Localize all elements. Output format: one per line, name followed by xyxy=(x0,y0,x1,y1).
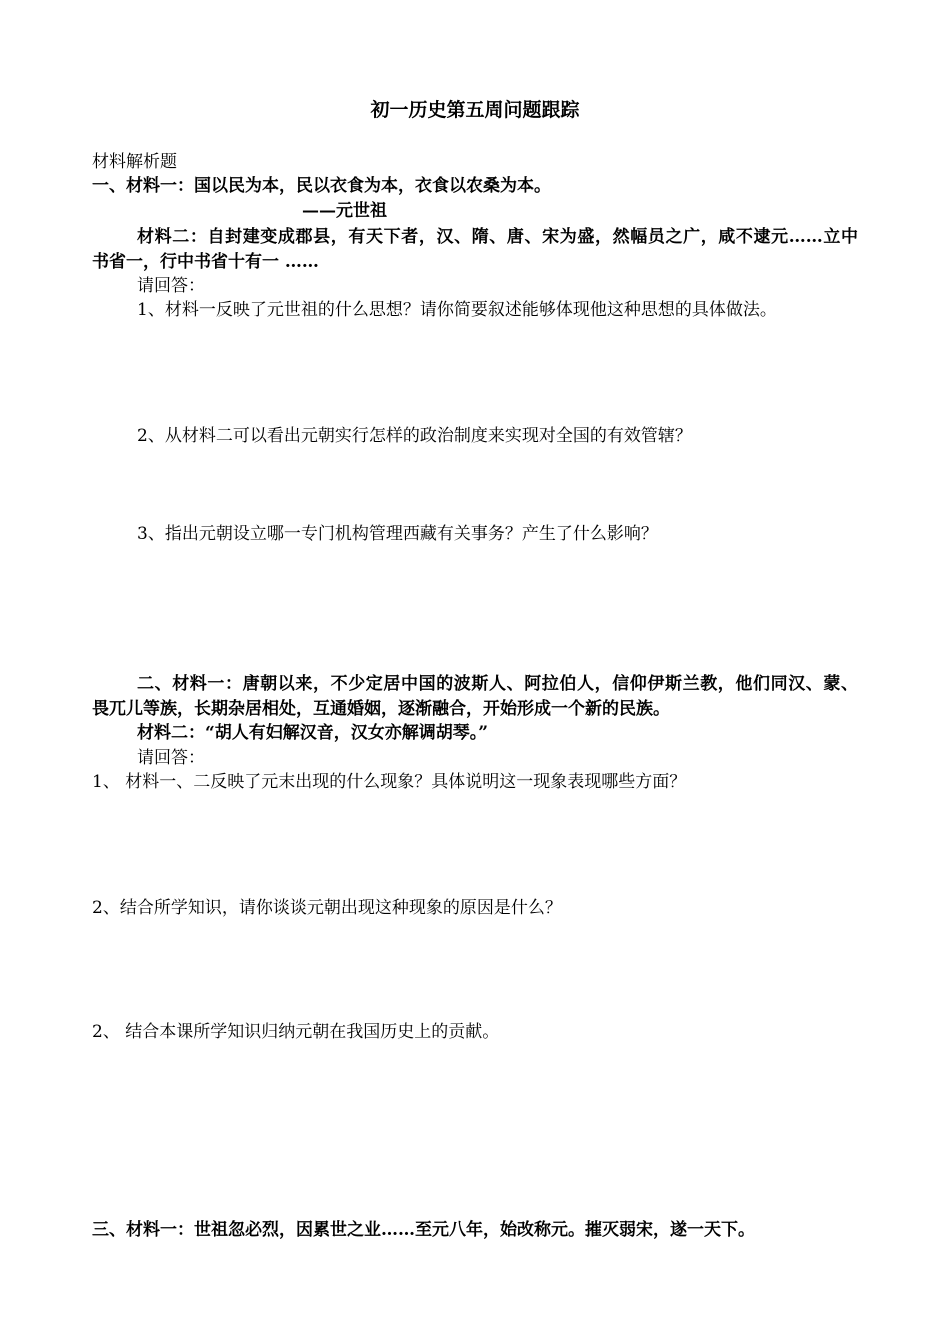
part2-material2: 材料二：“胡人有妇解汉音，汉女亦解调胡琴。” xyxy=(137,723,489,743)
part2-question-1: 1、 材料一、二反映了元末出现的什么现象？具体说明这一现象表现哪些方面？ xyxy=(92,772,687,792)
part1-prompt: 请回答： xyxy=(137,276,205,296)
part2-question-2: 2、结合所学知识，请你谈谈元朝出现这种现象的原因是什么？ xyxy=(92,898,562,918)
part1-material1: 一、材料一：国以民为本，民以衣食为本，衣食以农桑为本。 xyxy=(92,176,551,196)
part2-material1-line1: 二、材料一：唐朝以来，不少定居中国的波斯人、阿拉伯人，信仰伊斯兰教，他们同汉、蒙、 xyxy=(137,674,858,694)
part2-material1-line2: 畏兀儿等族，长期杂居相处，互通婚姻，逐渐融合，开始形成一个新的民族。 xyxy=(92,699,670,719)
part1-question-1: 1、材料一反映了元世祖的什么思想？请你简要叙述能够体现他这种思想的具体做法。 xyxy=(137,300,777,320)
part1-material1-source: ——元世祖 xyxy=(302,201,387,221)
page-title: 初一历史第五周问题跟踪 xyxy=(370,99,580,121)
part1-question-2: 2、从材料二可以看出元朝实行怎样的政治制度来实现对全国的有效管辖？ xyxy=(137,426,692,446)
part2-prompt: 请回答： xyxy=(137,748,205,768)
part2-question-3: 2、 结合本课所学知识归纳元朝在我国历史上的贡献。 xyxy=(92,1022,500,1042)
part1-question-3: 3、指出元朝设立哪一专门机构管理西藏有关事务？产生了什么影响？ xyxy=(137,524,658,544)
part1-material2-line1: 材料二：自封建变成郡县，有天下者，汉、隋、唐、宋为盛，然幅员之广，咸不逮元……立中 xyxy=(137,227,858,247)
part3-material1: 三、材料一：世祖忽必烈，因累世之业……至元八年，始改称元。摧灭弱宋，遂一天下。 xyxy=(92,1220,755,1240)
part1-material2-line2: 书省一，行中书省十有一 …… xyxy=(92,252,319,272)
section-label: 材料解析题 xyxy=(92,152,177,172)
